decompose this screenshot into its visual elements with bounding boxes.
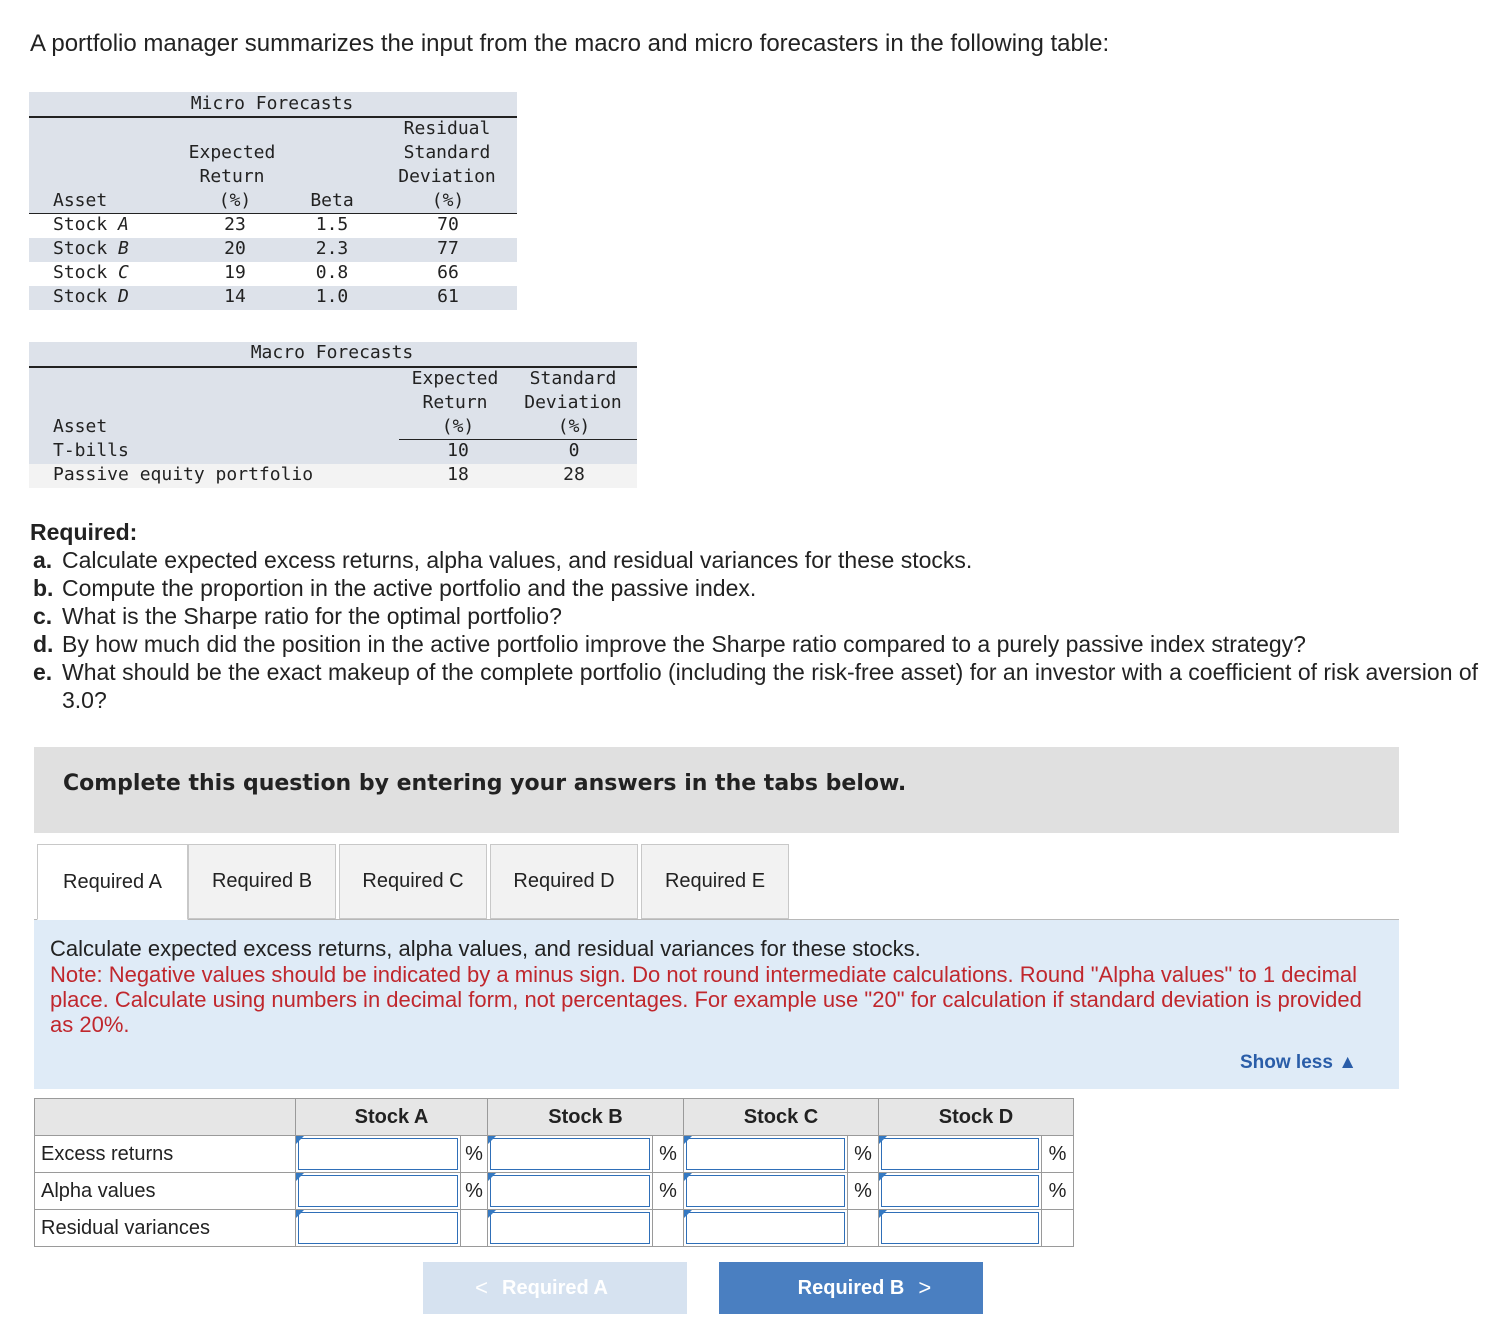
show-less-link[interactable]: Show less ▲ [1239,1052,1357,1073]
percent-unit: % [653,1173,684,1210]
percent-unit: % [848,1173,879,1210]
macro-header-asset: Asset [53,416,108,437]
prev-required-a-button[interactable]: < Required A [423,1262,687,1314]
unit-cell [848,1210,879,1247]
micro-row-asset: Stock C [53,262,129,283]
grid-corner [35,1099,296,1136]
required-item: a. Calculate expected excess returns, alpha values, and residual variances for these stocks. [33,547,973,573]
percent-unit: % [461,1136,488,1173]
micro-forecasts-table [29,92,517,310]
required-item: d. By how much did the position in the active portfolio improve the Sharpe ratio compared to a purely passive index strategy? [33,631,1306,657]
micro-row-beta: 0.8 [315,262,349,283]
percent-unit: % [1042,1136,1074,1173]
percent-unit: % [848,1136,879,1173]
macro-row-sd: 28 [563,464,585,485]
excess-returns-stock-d-input[interactable] [879,1136,1042,1173]
instructions-text: Calculate expected excess returns, alpha values, and residual variances for these stocks. [50,936,921,961]
column-header-stock-c: Stock C [684,1099,879,1136]
unit-cell [461,1210,488,1247]
macro-header-sd3: (%) [557,416,591,437]
tab-required-c[interactable]: Required C [339,844,487,919]
alpha-stock-a-input[interactable] [296,1173,461,1210]
micro-row-rsd: 70 [437,214,459,235]
micro-row-er: 19 [224,262,246,283]
micro-row-rsd: 66 [437,262,459,283]
row-label-alpha-values: Alpha values [35,1173,296,1210]
excess-returns-stock-c-input[interactable] [684,1136,848,1173]
percent-unit: % [653,1136,684,1173]
unit-cell [653,1210,684,1247]
instructions-panel [34,920,1399,1089]
residual-variance-stock-d-input[interactable] [879,1210,1042,1247]
macro-row-er: 10 [447,440,469,461]
micro-header-rsd2: Standard [403,142,491,163]
micro-row-beta: 1.5 [315,214,349,235]
percent-unit: % [1042,1173,1074,1210]
tab-required-b[interactable]: Required B [188,844,336,919]
excess-returns-stock-a-input[interactable] [296,1136,461,1173]
macro-header-er3: (%) [441,416,475,437]
required-section [30,518,1492,714]
micro-header-rsd1: Residual [403,118,491,139]
tab-required-e[interactable]: Required E [641,844,789,919]
residual-variance-stock-b-input[interactable] [488,1210,653,1247]
micro-row-er: 20 [224,238,246,259]
macro-header-er1: Expected [411,368,499,389]
micro-header-asset: Asset [53,190,108,211]
chevron-right-icon: > [918,1275,932,1300]
unit-cell [1042,1210,1074,1247]
micro-header-er3: (%) [218,190,252,211]
residual-variance-stock-c-input[interactable] [684,1210,848,1247]
micro-row-rsd: 77 [437,238,459,259]
micro-header-rsd3: Deviation [398,166,496,187]
alpha-stock-d-input[interactable] [879,1173,1042,1210]
residual-variance-stock-a-input[interactable] [296,1210,461,1247]
micro-header-rsd4: (%) [431,190,465,211]
micro-row-er: 23 [224,214,246,235]
macro-header-sd2: Deviation [524,392,622,413]
macro-row-asset: Passive equity portfolio [53,464,314,485]
required-heading: Required: [30,519,138,545]
table-row [35,1136,1074,1173]
chevron-left-icon: < [475,1275,489,1300]
table-row [35,1210,1074,1247]
micro-row-asset: Stock A [53,214,129,235]
table-row [35,1173,1074,1210]
column-header-stock-a: Stock A [296,1099,488,1136]
micro-row-beta: 2.3 [315,238,349,259]
alpha-stock-b-input[interactable] [488,1173,653,1210]
answer-grid [34,1098,1074,1247]
column-header-stock-b: Stock B [488,1099,684,1136]
complete-prompt: Complete this question by entering your answers in the tabs below. [63,771,907,796]
instructions-note: Note: Negative values should be indicated by a minus sign. Do not round intermediate calculations. Round "Alpha values" to 1 decimal place. Calculate using numbers in decimal form, not percentages. For example use "20" for calculation if standard deviation is provided as 20%. [50,962,1362,1037]
micro-title: Micro Forecasts [190,93,354,114]
complete-prompt-box [34,747,1399,833]
macro-title: Macro Forecasts [250,342,414,363]
macro-header-er2: Return [422,392,488,413]
column-header-stock-d: Stock D [879,1099,1074,1136]
required-item: e. What should be the exact makeup of the complete portfolio (including the risk-free asset) for an investor with a coefficient of risk aversion of 3.0? [33,659,1479,713]
tab-bar [34,844,1399,920]
macro-row-asset: T-bills [53,440,129,461]
row-label-excess-returns: Excess returns [35,1136,296,1173]
tab-required-a[interactable]: Required A [37,844,188,920]
percent-unit: % [461,1173,488,1210]
required-item: c. What is the Sharpe ratio for the optimal portfolio? [33,603,562,629]
triangle-up-icon: ▲ [1338,1052,1357,1073]
macro-header-sd1: Standard [529,368,617,389]
micro-row-asset: Stock D [53,286,129,307]
micro-row-asset: Stock B [53,238,129,259]
excess-returns-stock-b-input[interactable] [488,1136,653,1173]
micro-row-rsd: 61 [437,286,459,307]
micro-header-beta: Beta [310,190,354,211]
micro-row-er: 14 [224,286,246,307]
micro-header-er2: Return [199,166,265,187]
intro-text: A portfolio manager summarizes the input from the macro and micro forecasters in the following table: [30,30,1110,57]
macro-forecasts-table [29,342,637,488]
macro-row-er: 18 [447,464,469,485]
micro-row-beta: 1.0 [315,286,349,307]
tab-required-d[interactable]: Required D [490,844,638,919]
macro-row-sd: 0 [568,440,580,461]
next-required-b-button[interactable]: Required B > [719,1262,983,1314]
row-label-residual-variances: Residual variances [35,1210,296,1247]
alpha-stock-c-input[interactable] [684,1173,848,1210]
micro-header-er1: Expected [188,142,276,163]
required-item: b. Compute the proportion in the active portfolio and the passive index. [33,575,757,601]
